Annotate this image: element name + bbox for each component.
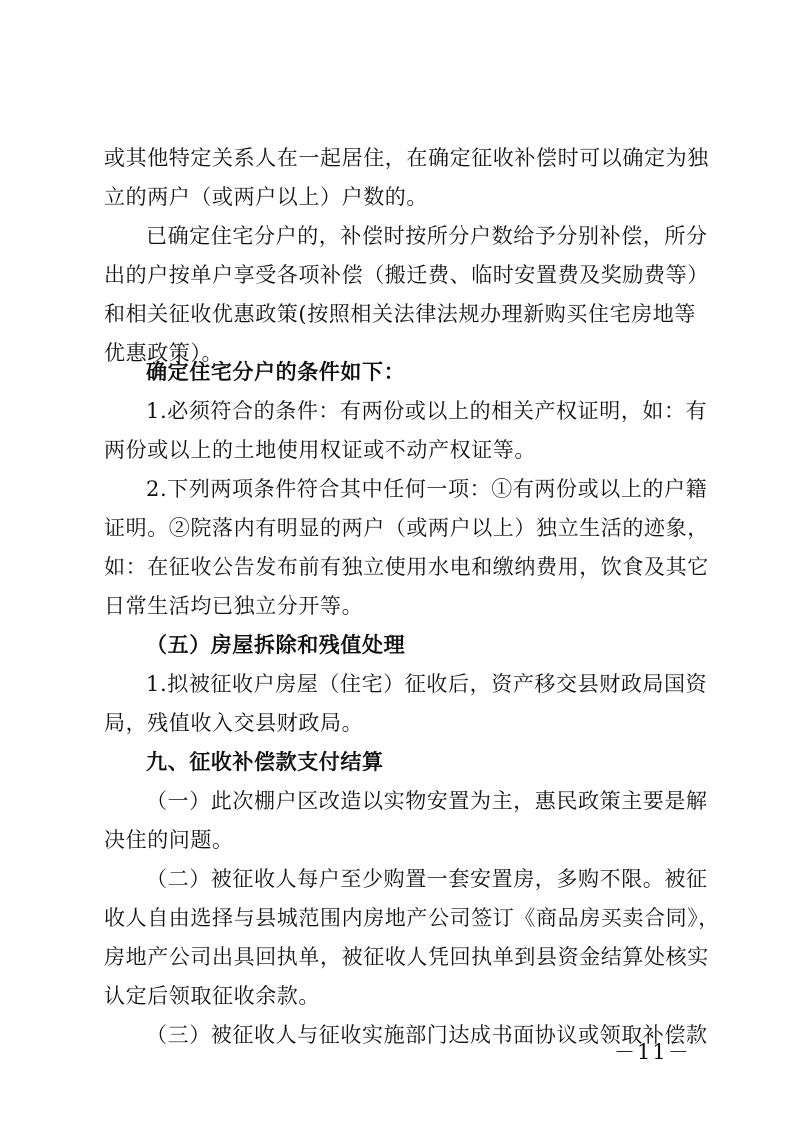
section-heading: 确定住宅分户的条件如下： — [146, 360, 406, 384]
text-line: 日常生活均已独立分开等。 — [104, 594, 364, 618]
text-line: （一）此次棚户区改造以实物安置为主，惠民政策主要是解 — [146, 789, 708, 813]
text-line: 2.下列两项条件符合其中任何一项：①有两份或以上的户籍 — [146, 477, 708, 501]
text-line: 收人自由选择与县城范围内房地产公司签订《商品房买卖合同》， — [104, 906, 720, 930]
text-line: 决住的问题。 — [104, 828, 234, 852]
text-line: 房地产公司出具回执单，被征收人凭回执单到县资金结算处核实 — [104, 945, 709, 969]
text-line: 如：在征收公告发布前有独立使用水电和缴纳费用，饮食及其它 — [104, 555, 709, 579]
text-line: （二）被征收人每户至少购置一套安置房，多购不限。被征 — [146, 867, 708, 891]
section-heading: （五）房屋拆除和残值处理 — [146, 633, 406, 657]
text-line: 或其他特定关系人在一起居住，在确定征收补偿时可以确定为独 — [104, 146, 709, 170]
page-number: －11－ — [614, 1040, 691, 1064]
text-line: 证明。②院落内有明显的两户（或两户以上）独立生活的迹象， — [104, 516, 709, 540]
text-line: 和相关征收优惠政策(按照相关法律法规办理新购买住宅房地等 — [104, 302, 696, 326]
text-line: 局，残值收入交县财政局。 — [104, 711, 364, 735]
text-line: （三）被征收人与征收实施部门达成书面协议或领取补偿款 — [146, 1023, 708, 1047]
text-line: 1.必须符合的条件：有两份或以上的相关产权证明，如：有 — [146, 399, 708, 423]
text-line: 认定后领取征收余款。 — [104, 984, 320, 1008]
text-line: 两份或以上的土地使用权证或不动产权证等。 — [104, 438, 536, 462]
text-line: 立的两户（或两户以上）户数的。 — [104, 185, 428, 209]
text-line: 出的户按单户享受各项补偿（搬迁费、临时安置费及奖励费等） — [104, 263, 709, 287]
section-heading: 九、征收补偿款支付结算 — [146, 750, 384, 774]
text-line: 1.拟被征收户房屋（住宅）征收后，资产移交县财政局国资 — [146, 672, 708, 696]
text-line: 已确定住宅分户的，补偿时按所分户数给予分别补偿，所分 — [146, 224, 708, 248]
text-line: 优惠政策）。 — [104, 341, 224, 365]
